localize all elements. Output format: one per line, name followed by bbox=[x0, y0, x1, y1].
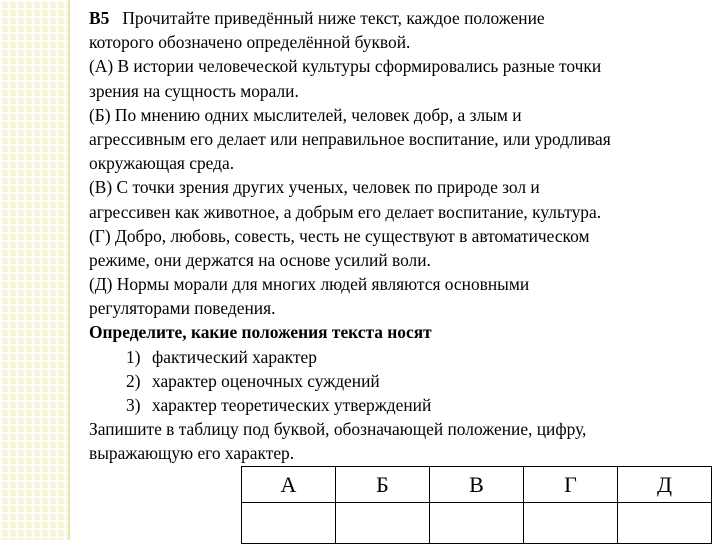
final-instruction-line: выражающую его характер. bbox=[89, 443, 295, 464]
answer-cell[interactable] bbox=[242, 503, 336, 544]
statement-line: (В) С точки зрения других ученых, человек по природе зол и bbox=[89, 177, 540, 198]
answer-cell[interactable] bbox=[524, 503, 618, 544]
instruction-line: Прочитайте приведённый ниже текст, каждое положение bbox=[122, 8, 545, 28]
side-divider bbox=[68, 0, 70, 540]
answer-table bbox=[241, 466, 712, 544]
option-text: фактический характер bbox=[152, 346, 317, 367]
option-number: 3) bbox=[126, 395, 141, 415]
statement-line: режиме, они держатся на основе усилий воли. bbox=[89, 249, 431, 270]
option-number: 1) bbox=[126, 346, 141, 367]
option-item bbox=[89, 393, 714, 417]
table-header-cell: В bbox=[430, 467, 524, 503]
option-number: 2) bbox=[126, 370, 141, 391]
table-header-cell: А bbox=[242, 467, 336, 503]
instruction-line: которого обозначено определённой буквой. bbox=[89, 32, 411, 53]
statement-line: (Б) По мнению одних мыслителей, человек добр, а злым и bbox=[89, 104, 522, 125]
answer-cell[interactable] bbox=[618, 503, 712, 544]
task-text bbox=[89, 6, 714, 466]
answer-cell[interactable] bbox=[430, 503, 524, 544]
task-header bbox=[89, 6, 714, 30]
table-header-row bbox=[242, 467, 712, 503]
table-answer-row bbox=[242, 503, 712, 544]
statement-line: (Г) Добро, любовь, совесть, честь не существуют в автоматическом bbox=[89, 225, 590, 246]
statement-line: (А) В истории человеческой культуры сформировались разные точки bbox=[89, 56, 602, 77]
decorative-side-strip bbox=[0, 0, 68, 540]
option-item bbox=[89, 345, 714, 369]
table-header-cell: Д bbox=[618, 467, 712, 503]
option-text: характер оценочных суждений bbox=[152, 370, 380, 391]
statement-line: (Д) Нормы морали для многих людей являются основными bbox=[89, 274, 530, 295]
statement-line: регуляторами поведения. bbox=[89, 298, 276, 319]
final-instruction-line: Запишите в таблицу под буквой, обозначающей положение, цифру, bbox=[89, 419, 587, 440]
option-text: характер теоретических утверждений bbox=[152, 395, 432, 415]
table-header-cell: Б bbox=[336, 467, 430, 503]
statement-line: зрения на сущность морали. bbox=[89, 80, 299, 101]
option-item bbox=[89, 369, 714, 393]
answer-cell[interactable] bbox=[336, 503, 430, 544]
statement-line: агрессивен как животное, а добрым его делает воспитание, культура. bbox=[89, 201, 602, 222]
task-code: В5 bbox=[89, 8, 110, 28]
statement-line: агрессивным его делает или неправильное воспитание, или уродливая bbox=[89, 128, 611, 149]
question-line: Определите, какие положения текста носят bbox=[89, 322, 432, 343]
table-header-cell: Г bbox=[524, 467, 618, 503]
statement-line: окружающая среда. bbox=[89, 153, 235, 174]
